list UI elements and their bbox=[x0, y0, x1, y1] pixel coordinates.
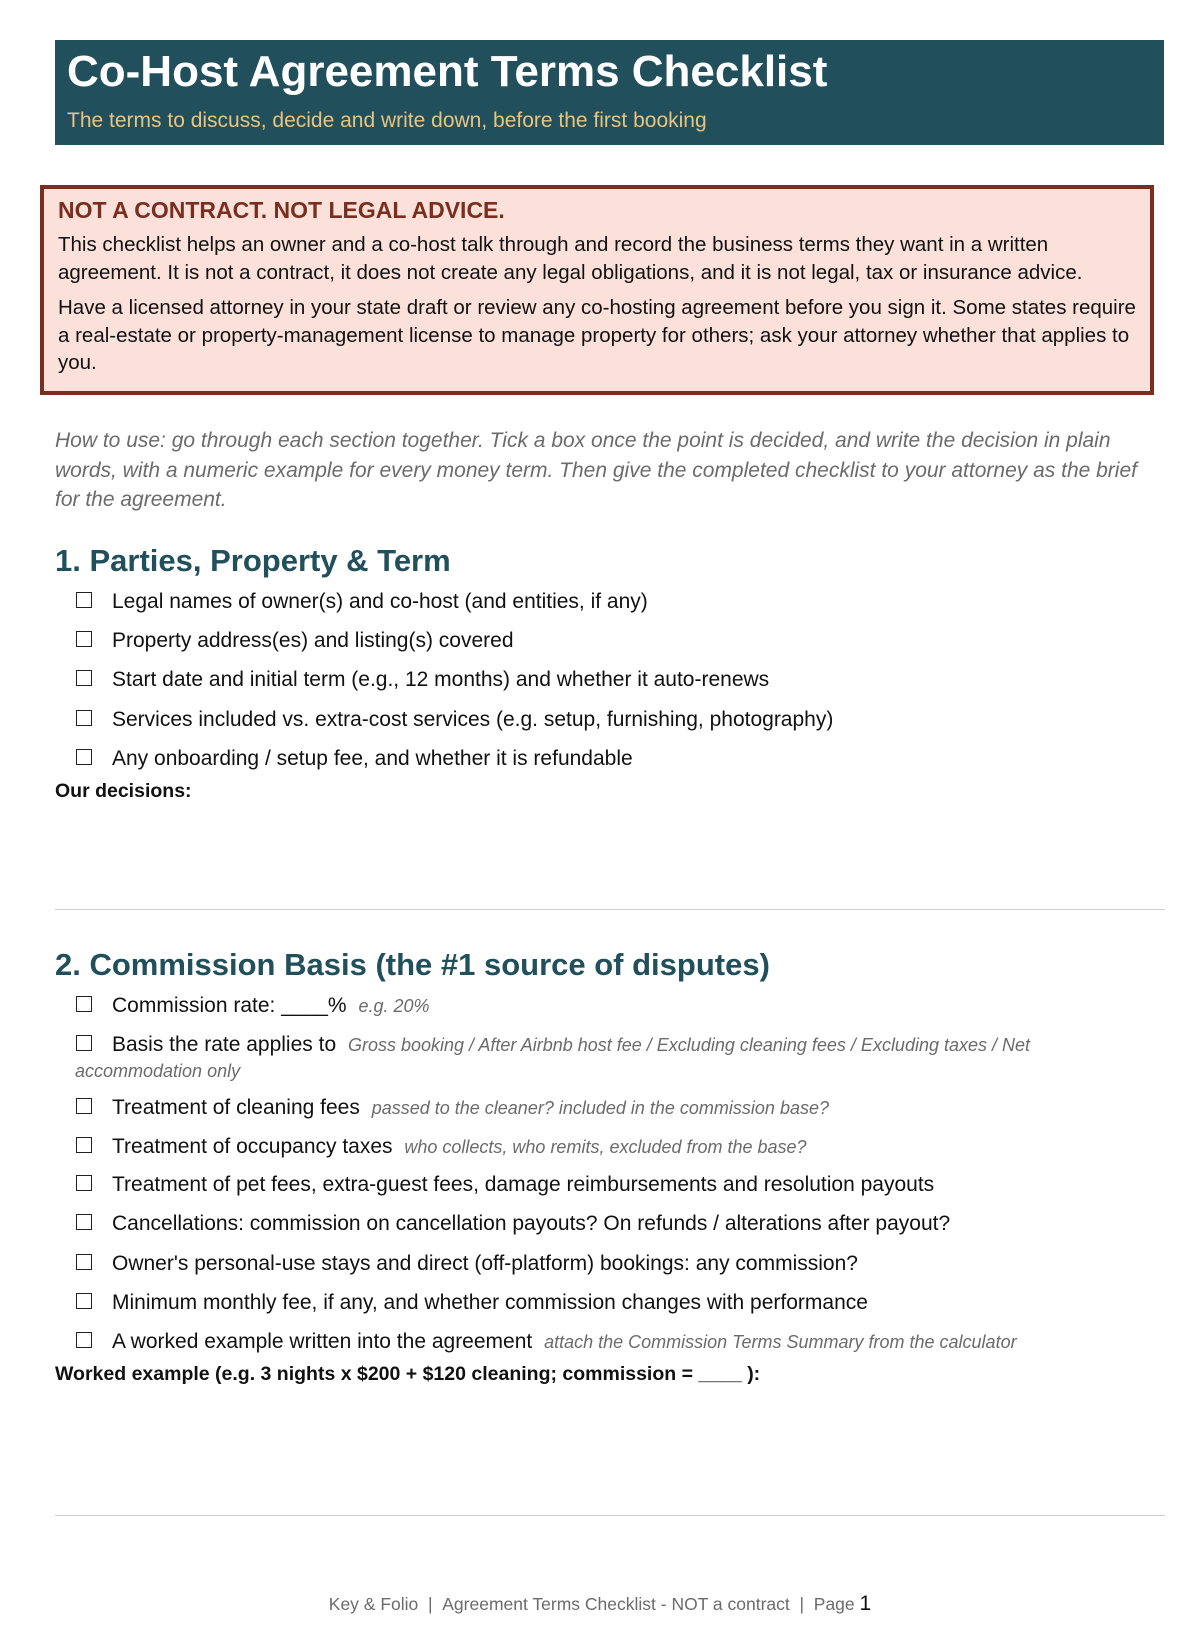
section-1-heading: 1. Parties, Property & Term bbox=[55, 543, 451, 578]
document-title: Co-Host Agreement Terms Checklist bbox=[67, 47, 828, 96]
checklist-item bbox=[55, 1250, 1165, 1289]
checkbox[interactable] bbox=[76, 1293, 92, 1309]
checklist-item-text: Treatment of pet fees, extra-guest fees, damage reimbursements and resolution payouts bbox=[112, 1173, 935, 1196]
checklist-item-text: Any onboarding / setup fee, and whether it is refundable bbox=[112, 747, 633, 770]
checklist-item-hint-continued: accommodation only bbox=[75, 1061, 241, 1081]
checklist-item-hint: passed to the cleaner? included in the commission base? bbox=[371, 1098, 829, 1118]
checkbox[interactable] bbox=[76, 1175, 92, 1191]
checklist-item-text: Commission rate: ____% bbox=[112, 994, 347, 1017]
checklist-item bbox=[55, 1210, 1165, 1250]
checklist-item bbox=[55, 1094, 1165, 1133]
checklist-item bbox=[55, 706, 1165, 745]
checklist-item-text: Treatment of occupancy taxes bbox=[112, 1135, 393, 1158]
checkbox[interactable] bbox=[76, 1137, 92, 1153]
checklist-item bbox=[55, 1289, 1165, 1328]
checklist-item-text: A worked example written into the agreement bbox=[112, 1330, 533, 1353]
checkbox[interactable] bbox=[76, 710, 92, 726]
checklist-item-text: Property address(es) and listing(s) covered bbox=[112, 629, 514, 652]
document-subtitle: The terms to discuss, decide and write down, before the first booking bbox=[67, 109, 707, 132]
section-commission-basis bbox=[55, 945, 1165, 1387]
checkbox[interactable] bbox=[76, 1214, 92, 1230]
decisions-label: Our decisions: bbox=[55, 780, 192, 802]
checkbox[interactable] bbox=[76, 670, 92, 686]
checklist-item bbox=[55, 627, 1165, 666]
section-2-checklist bbox=[55, 992, 1165, 1361]
checklist-item-text: Legal names of owner(s) and co-host (and entities, if any) bbox=[112, 590, 648, 613]
footer-page-number: 1 bbox=[859, 1592, 872, 1615]
checkbox[interactable] bbox=[76, 631, 92, 647]
warning-paragraph-2: Have a licensed attorney in your state draft or review any co-hosting agreement before you sign it. Some states require a real-estate or property-management license to manage property for others; ask your attorney whether that applies to you. bbox=[58, 296, 1136, 374]
checklist-item-text: Cancellations: commission on cancellation payouts? On refunds / alterations after payout? bbox=[112, 1212, 951, 1235]
header-banner bbox=[55, 40, 1164, 145]
checkbox[interactable] bbox=[76, 1332, 92, 1348]
footer-brand: Key & Folio bbox=[328, 1594, 419, 1614]
checklist-item-text: Minimum monthly fee, if any, and whether commission changes with performance bbox=[112, 1291, 868, 1314]
checkbox[interactable] bbox=[76, 1254, 92, 1270]
section-divider bbox=[55, 1515, 1165, 1516]
footer-page-label: Page bbox=[813, 1594, 855, 1614]
warning-title: NOT A CONTRACT. NOT LEGAL ADVICE. bbox=[58, 197, 505, 223]
checklist-item-text: Services included vs. extra-cost services (e.g. setup, furnishing, photography) bbox=[112, 708, 834, 731]
checklist-item-text: Owner's personal-use stays and direct (off-platform) bookings: any commission? bbox=[112, 1252, 858, 1275]
footer-document-name: Agreement Terms Checklist - NOT a contract bbox=[442, 1594, 790, 1614]
section-parties-property-term bbox=[55, 541, 1165, 804]
checklist-item-text: Start date and initial term (e.g., 12 months) and whether it auto-renews bbox=[112, 668, 770, 691]
page-footer: Key & Folio | Agreement Terms Checklist - NOT a contract | Page 1 bbox=[328, 1592, 872, 1615]
checklist-item bbox=[55, 1171, 1165, 1210]
checkbox[interactable] bbox=[76, 1035, 92, 1051]
checklist-item-hint: Gross booking / After Airbnb host fee / Excluding cleaning fees / Excluding taxes / Net bbox=[347, 1035, 1031, 1055]
checklist-item bbox=[55, 1328, 1165, 1361]
checkbox[interactable] bbox=[76, 1098, 92, 1114]
checklist-item bbox=[55, 1133, 1165, 1171]
checklist-item-hint: who collects, who remits, excluded from the base? bbox=[404, 1137, 807, 1157]
legal-warning-box bbox=[40, 185, 1154, 395]
checkbox[interactable] bbox=[76, 592, 92, 608]
checklist-item bbox=[55, 588, 1165, 627]
checklist-item-text: Treatment of cleaning fees bbox=[112, 1096, 360, 1119]
worked-example-label: Worked example (e.g. 3 nights x $200 + $120 cleaning; commission = ____ ): bbox=[55, 1363, 761, 1385]
section-1-checklist bbox=[55, 588, 1165, 778]
checklist-item bbox=[55, 745, 1165, 778]
checklist-item-hint: e.g. 20% bbox=[358, 996, 430, 1016]
checkbox[interactable] bbox=[76, 749, 92, 765]
checklist-item bbox=[55, 1031, 1165, 1094]
checklist-item-hint: attach the Commission Terms Summary from the calculator bbox=[544, 1332, 1017, 1352]
how-to-use-text: How to use: go through each section together. Tick a box once the point is decided, and write the decision in plain words, with a numeric example for every money term. Then give the completed checklist to your attorney as the brief for the agreement. bbox=[55, 429, 1137, 511]
checklist-item bbox=[55, 992, 1165, 1031]
section-divider bbox=[55, 909, 1165, 910]
checklist-item-text: Basis the rate applies to bbox=[112, 1033, 337, 1056]
section-2-heading: 2. Commission Basis (the #1 source of disputes) bbox=[55, 947, 770, 982]
checkbox[interactable] bbox=[76, 996, 92, 1012]
warning-paragraph-1: This checklist helps an owner and a co-host talk through and record the business terms they want in a written agreement. It is not a contract, it does not create any legal obligations, and it is not legal, tax or insurance advice. bbox=[58, 233, 1083, 284]
checklist-item bbox=[55, 666, 1165, 706]
